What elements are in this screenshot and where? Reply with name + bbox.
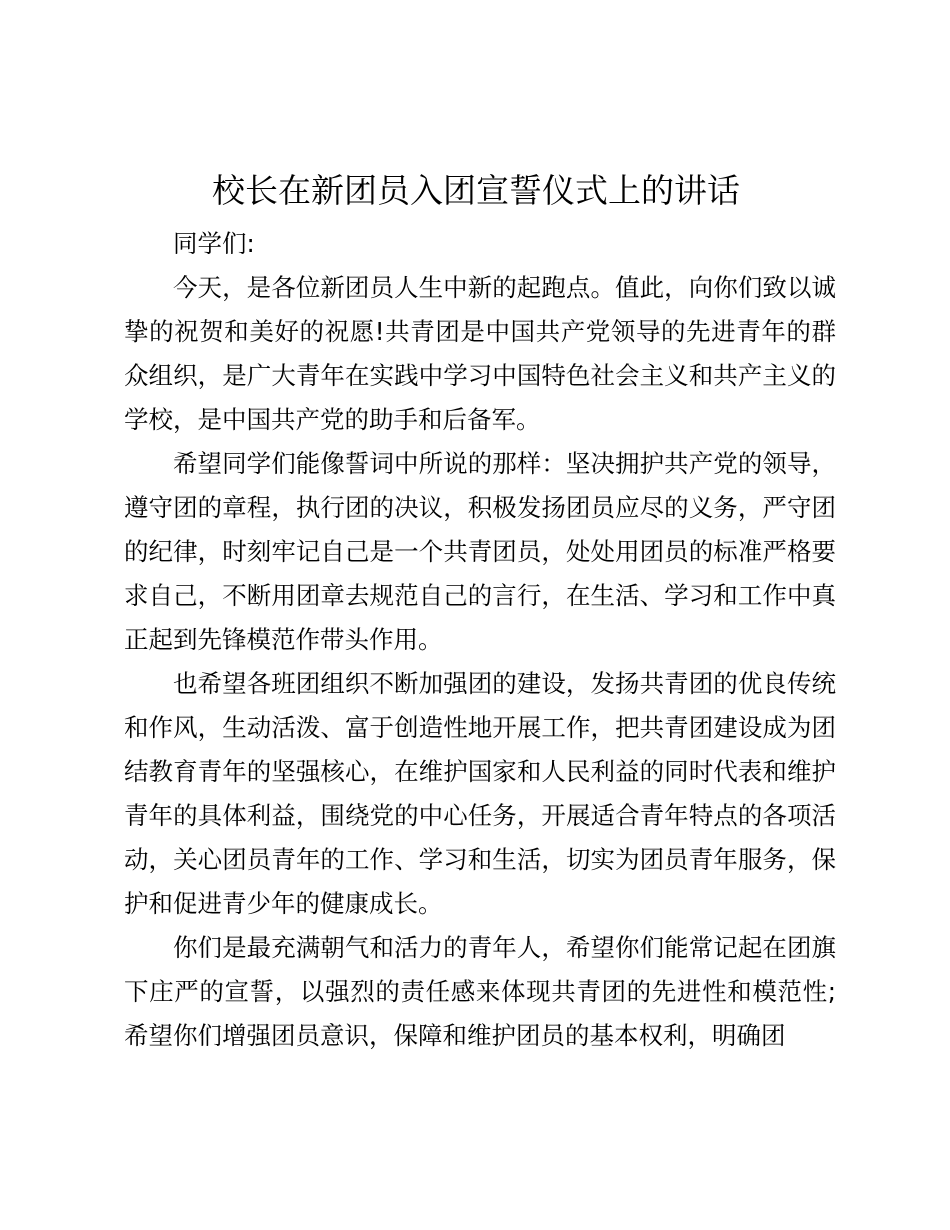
document-body <box>124 222 836 1058</box>
paragraph-2: 希望同学们能像誓词中所说的那样：坚决拥护共产党的领导，遵守团的章程，执行团的决议，积极发扬团员应尽的义务，严守团的纪律，时刻牢记自己是一个共青团员，处处用团员的标准严格要求自己，不断用团章去规范自己的言行，在生活、学习和工作中真正起到先锋模范作带头作用。 <box>124 449 836 654</box>
paragraph-1: 今天，是各位新团员人生中新的起跑点。值此，向你们致以诚挚的祝贺和美好的祝愿!共青团是中国共产党领导的先进青年的群众组织，是广大青年在实践中学习中国特色社会主义和共产主义的学校，是中国共产党的助手和后备军。 <box>124 273 836 434</box>
paragraph-4: 你们是最充满朝气和活力的青年人，希望你们能常记起在团旗下庄严的宣誓，以强烈的责任感来体现共青团的先进性和模范性;希望你们增强团员意识，保障和维护团员的基本权利，明确团 <box>124 933 836 1050</box>
salutation: 同学们: <box>173 229 255 258</box>
document-title: 校长在新团员入团宣誓仪式上的讲话 <box>212 171 740 210</box>
paragraph-3: 也希望各班团组织不断加强团的建设，发扬共青团的优良传统和作风，生动活泼、富于创造性地开展工作，把共青团建设成为团结教育青年的坚强核心，在维护国家和人民利益的同时代表和维护青年的具体利益，围绕党的中心任务，开展适合青年特点的各项活动，关心团员青年的工作、学习和生活，切实为团员青年服务，保护和促进青少年的健康成长。 <box>124 669 836 918</box>
